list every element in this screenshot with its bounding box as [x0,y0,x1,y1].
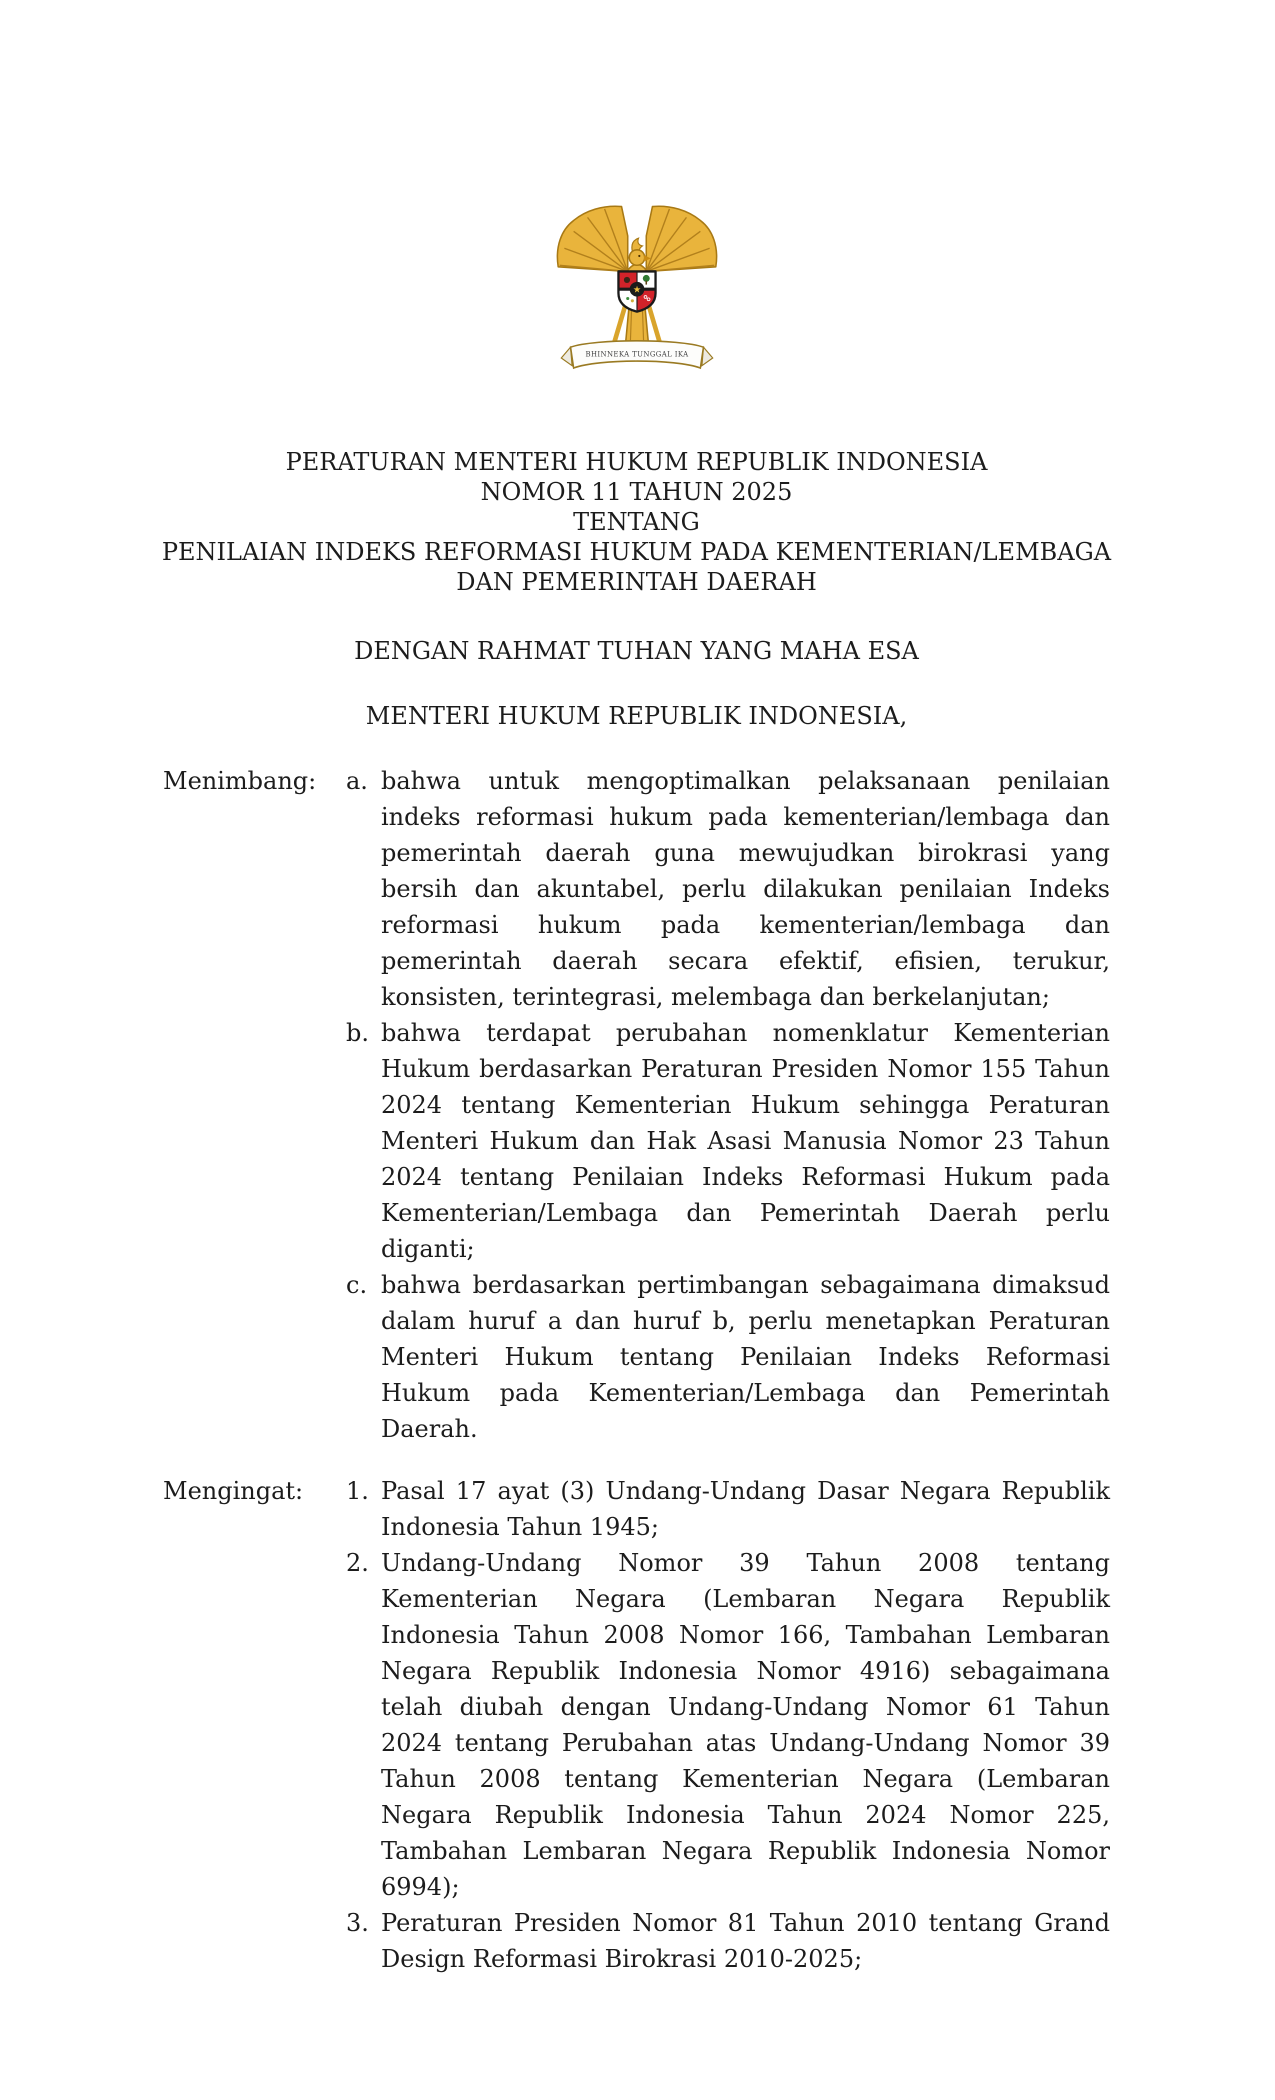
mengingat-section [163,1473,1110,1977]
garuda-pancasila-emblem [163,188,1110,381]
document-title-block [163,447,1110,597]
item-text-a: bahwa untuk mengoptimalkan pelaksanaan penilaian indeks reformasi hukum pada kementerian/lembaga dan pemerintah daerah guna mewujudkan birokrasi yang bersih dan akuntabel, perlu dilakukan penilaian Indeks reformasi hukum pada kementerian/lembaga dan pemerintah daerah secara efektif, efisien, terukur, konsisten, terintegrasi, melembaga dan berkelanjutan; [381,767,1110,1012]
garuda-right-wing [646,206,716,271]
mengingat-item-1 [346,1473,1110,1545]
menimbang-item-c [346,1267,1110,1447]
item-marker-2: 2. [346,1549,369,1578]
title-line-3: TENTANG [573,508,700,537]
item-marker-a: a. [346,767,368,796]
item-marker-3: 3. [346,1909,369,1938]
mengingat-label: Mengingat: [163,1477,304,1506]
item-text-c: bahwa berdasarkan pertimbangan sebagaimana dimaksud dalam huruf a dan huruf b, perlu menetapkan Peraturan Menteri Hukum tentang Penilaian Indeks Reformasi Hukum pada Kementerian/Lembaga dan Pemerintah Daerah. [381,1271,1110,1444]
item-text-1: Pasal 17 ayat (3) Undang-Undang Dasar Negara Republik Indonesia Tahun 1945; [381,1477,1110,1542]
gold-star-icon: ★ [632,284,641,296]
garuda-emblem-graphic [552,188,722,381]
item-text-3: Peraturan Presiden Nomor 81 Tahun 2010 tentang Grand Design Reformasi Birokrasi 2010-2025; [381,1909,1110,1974]
menimbang-item-b [346,1015,1110,1267]
invocation-line: DENGAN RAHMAT TUHAN YANG MAHA ESA [354,637,919,666]
item-marker-c: c. [346,1271,368,1300]
title-line-5: DAN PEMERINTAH DAERAH [456,568,817,597]
mengingat-item-2 [346,1545,1110,1905]
item-text-b: bahwa terdapat perubahan nomenklatur Kementerian Hukum berdasarkan Peraturan Presiden Nomor 155 Tahun 2024 tentang Kementerian Hukum sehingga Peraturan Menteri Hukum dan Hak Asasi Manusia Nomor 23 Tahun 2024 tentang Penilaian Indeks Reformasi Hukum pada Kementerian/Lembaga dan Pemerintah Daerah perlu diganti; [381,1019,1110,1264]
motto-banner [561,341,712,368]
title-line-1: PERATURAN MENTERI HUKUM REPUBLIK INDONESIA [285,448,988,477]
item-marker-b: b. [346,1019,369,1048]
mengingat-item-3 [346,1905,1110,1977]
mengingat-items [346,1473,1110,1977]
menimbang-label: Menimbang: [163,767,317,796]
item-text-2: Undang-Undang Nomor 39 Tahun 2008 tentang Kementerian Negara (Lembaran Negara Republik Indonesia Tahun 2008 Nomor 166, Tambahan Lembaran Negara Republik Indonesia Nomor 4916) sebagaimana telah diubah dengan Undang-Undang Nomor 61 Tahun 2024 tentang Perubahan atas Undang-Undang Nomor 39 Tahun 2008 tentang Kementerian Negara (Lembaran Negara Republik Indonesia Tahun 2024 Nomor 225, Tambahan Lembaran Negara Republik Indonesia Nomor 6994); [381,1549,1110,1902]
title-line-2: NOMOR 11 TAHUN 2025 [480,478,793,507]
menimbang-items [346,763,1110,1447]
menimbang-section [163,763,1110,1447]
pancasila-shield [618,271,655,311]
title-line-4: PENILAIAN INDEKS REFORMASI HUKUM PADA KEMENTERIAN/LEMBAGA [161,538,1112,567]
item-marker-1: 1. [346,1477,369,1506]
authority-line: MENTERI HUKUM REPUBLIK INDONESIA, [365,702,908,731]
motto-text: BHINNEKA TUNGGAL IKA [584,350,689,359]
menimbang-item-a [346,763,1110,1015]
garuda-left-wing [557,206,627,271]
